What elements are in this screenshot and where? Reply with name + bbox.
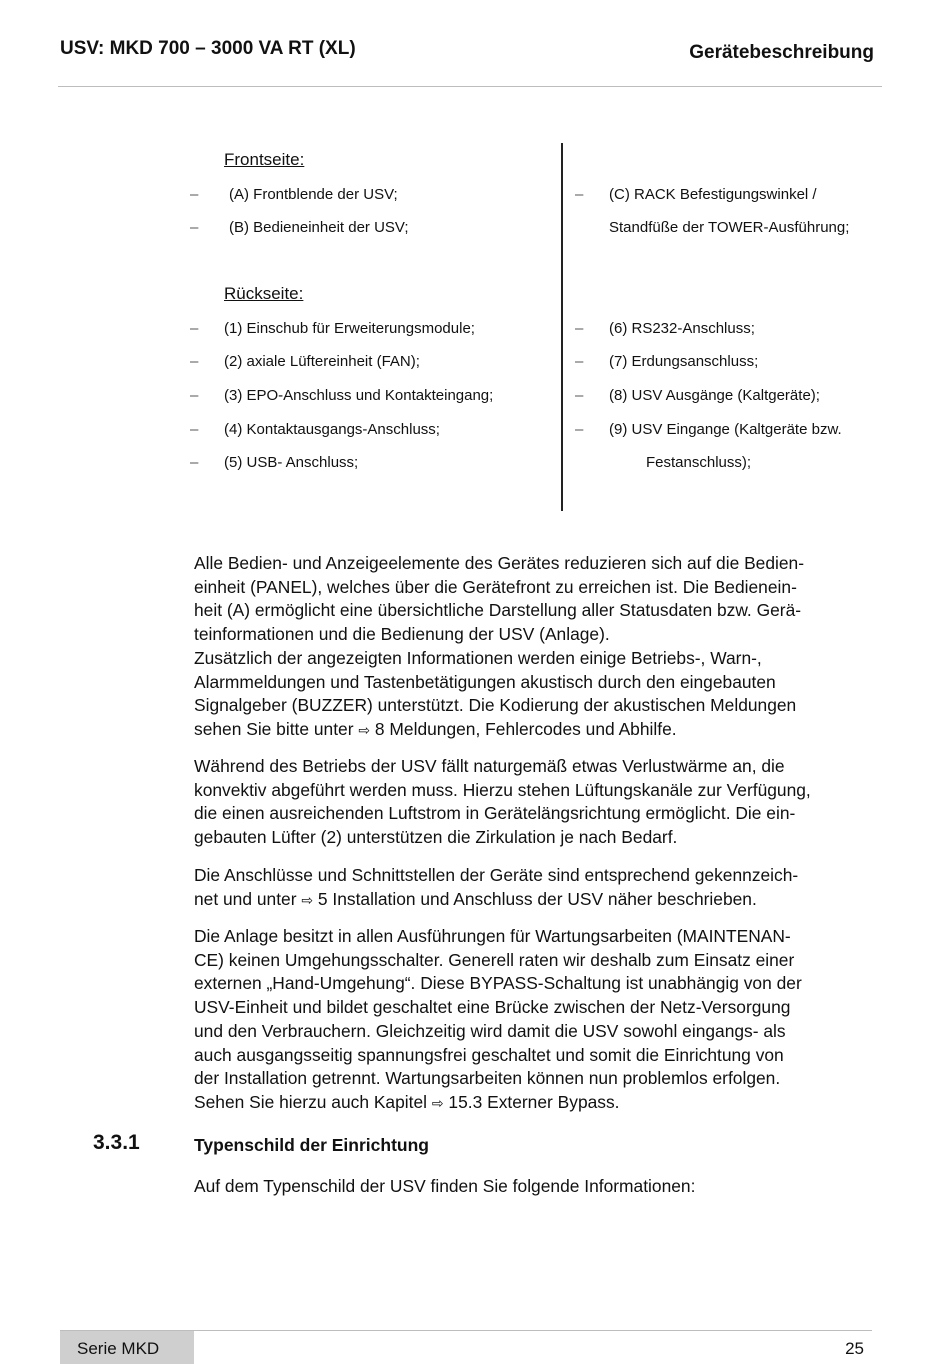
cross-reference: 8 Meldungen, Fehlercodes und Abhilfe. xyxy=(370,718,677,739)
rear-item-3: (3) EPO-Anschluss und Kontakteingang; xyxy=(224,387,494,404)
text-line: heit (A) ermöglicht eine übersichtliche Darstellung aller Statusdaten bzw. Gerä- xyxy=(194,600,802,621)
rear-heading: Rückseite: xyxy=(224,284,304,303)
paragraph-ventilation xyxy=(194,755,874,850)
dash-marker: – xyxy=(190,387,199,404)
text-line: USV-Einheit und bildet geschaltet eine Brücke zwischen der Netz-Versorgung xyxy=(194,997,791,1018)
header-divider xyxy=(58,86,882,87)
dash-marker: – xyxy=(575,353,584,370)
text-line: Zusätzlich der angezeigten Informationen werden einige Betriebs-, Warn-, xyxy=(194,647,762,668)
front-item-a: (A) Frontblende der USV; xyxy=(229,186,398,203)
rear-item-2: (2) axiale Lüftereinheit (FAN); xyxy=(224,353,420,370)
text-line: teinformationen und die Bedienung der USV (Anlage). xyxy=(194,624,610,645)
dash-marker: – xyxy=(190,353,199,370)
front-heading: Frontseite: xyxy=(224,150,305,169)
dash-marker: – xyxy=(575,320,584,337)
arrow-right-icon: ⇨ xyxy=(301,891,314,908)
front-item-c-cont: Standfüße der TOWER-Ausführung; xyxy=(609,219,850,236)
rear-item-6: (6) RS232-Anschluss; xyxy=(609,320,755,337)
rear-item-9-cont: Festanschluss); xyxy=(646,454,752,471)
text-line xyxy=(194,1091,874,1116)
text-line: die einen ausreichenden Luftstrom in Gerätelängsrichtung ermöglicht. Die ein- xyxy=(194,803,796,824)
text-line: der Installation getrennt. Wartungsarbeiten können nun problemlos erfolgen. xyxy=(194,1068,781,1089)
rear-item-7: (7) Erdungsanschluss; xyxy=(609,353,759,370)
front-item-b: (B) Bedieneinheit der USV; xyxy=(229,219,409,236)
text-segment: net und unter xyxy=(194,888,302,909)
text-line xyxy=(194,888,874,913)
text-line: Alle Bedien- und Anzeigeelemente des Gerätes reduzieren sich auf die Bedien- xyxy=(194,553,805,573)
dash-marker: – xyxy=(190,454,199,471)
arrow-right-icon: ⇨ xyxy=(431,1094,444,1111)
arrow-right-icon: ⇨ xyxy=(358,721,371,738)
dash-marker: – xyxy=(575,387,584,404)
text-line: und den Verbrauchern. Gleichzeitig wird damit die USV sowohl eingangs- als xyxy=(194,1020,786,1041)
dash-marker: – xyxy=(575,421,584,438)
text-line: konvektiv abgeführt werden muss. Hierzu stehen Lüftungskanäle zur Verfügung, xyxy=(194,779,811,800)
subsection-title: Typenschild der Einrichtung xyxy=(194,1135,429,1155)
paragraph-connections xyxy=(194,864,874,912)
text-line: externen „Hand-Umgehung“. Diese BYPASS-Schaltung ist unabhängig von der xyxy=(194,973,802,994)
text-line: Während des Betriebs der USV fällt naturgemäß etwas Verlustwärme an, die xyxy=(194,756,785,776)
column-divider xyxy=(561,143,563,511)
rear-item-1: (1) Einschub für Erweiterungsmodule; xyxy=(224,320,475,337)
text-line: Auf dem Typenschild der USV finden Sie folgende Informationen: xyxy=(194,1176,696,1196)
footer-series: Serie MKD xyxy=(77,1339,160,1358)
dash-marker: – xyxy=(190,219,199,236)
subsection-number: 3.3.1 xyxy=(93,1131,140,1154)
subsection-text xyxy=(194,1175,874,1199)
text-line: Die Anschlüsse und Schnittstellen der Geräte sind entsprechend gekennzeich- xyxy=(194,865,799,885)
text-line: auch ausgangsseitig spannungsfrei geschaltet und somit die Einrichtung von xyxy=(194,1044,784,1065)
dash-marker: – xyxy=(190,421,199,438)
rear-item-5: (5) USB- Anschluss; xyxy=(224,454,359,471)
text-line: einheit (PANEL), welches über die Gerätefront zu erreichen ist. Die Bedienein- xyxy=(194,576,797,597)
page-number: 25 xyxy=(845,1339,864,1358)
text-line: gebauten Lüfter (2) unterstützen die Zirkulation je nach Bedarf. xyxy=(194,827,678,848)
header-section: Gerätebeschreibung xyxy=(689,42,874,63)
rear-item-4: (4) Kontaktausgangs-Anschluss; xyxy=(224,421,440,438)
text-segment: sehen Sie bitte unter xyxy=(194,718,359,739)
text-segment: Sehen Sie hierzu auch Kapitel xyxy=(194,1091,432,1112)
text-line: Signalgeber (BUZZER) unterstützt. Die Kodierung der akustischen Meldungen xyxy=(194,695,797,716)
text-line xyxy=(194,718,874,743)
text-line: Alarmmeldungen und Tastenbetätigungen akustisch durch den eingebauten xyxy=(194,671,776,692)
text-line: CE) keinen Umgehungsschalter. Generell raten wir deshalb zum Einsatz einer xyxy=(194,949,795,970)
paragraph-panel xyxy=(194,552,874,743)
text-line: Die Anlage besitzt in allen Ausführungen für Wartungsarbeiten (MAINTENAN- xyxy=(194,926,791,946)
dash-marker: – xyxy=(575,186,584,203)
front-item-c: (C) RACK Befestigungswinkel / xyxy=(609,186,817,203)
rear-item-9: (9) USV Eingange (Kaltgeräte bzw. xyxy=(609,421,842,438)
rear-item-8: (8) USV Ausgänge (Kaltgeräte); xyxy=(609,387,820,404)
paragraph-bypass xyxy=(194,925,874,1116)
cross-reference: 5 Installation und Anschluss der USV näher beschrieben. xyxy=(313,888,757,909)
cross-reference: 15.3 Externer Bypass. xyxy=(443,1091,620,1112)
header-title: USV: MKD 700 – 3000 VA RT (XL) xyxy=(60,38,356,59)
dash-marker: – xyxy=(190,320,199,337)
dash-marker: – xyxy=(190,186,199,203)
